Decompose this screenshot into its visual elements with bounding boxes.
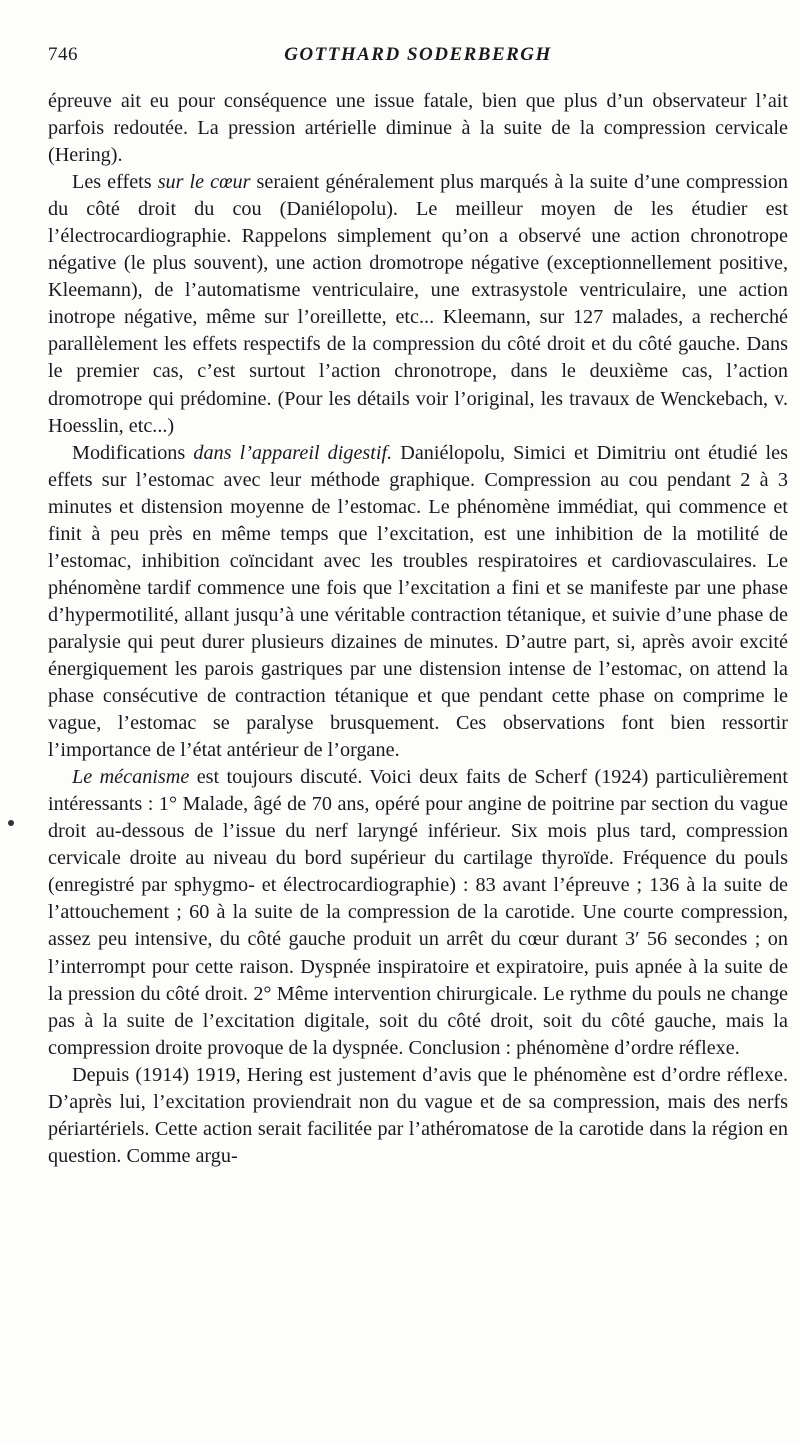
margin-mark (8, 820, 14, 826)
paragraph (48, 169, 788, 439)
text-run: Depuis (1914) 1919, Hering est justement d’avis que le phénomène est d’ordre réflexe. D’après lui, l’excitation proviendrait non du vague et de sa compression, mais des nerfs périartériels. Cette action serait facilitée par l’athéromatose de la carotide dans la région en question. Comme argu- (48, 1063, 788, 1167)
body-text (48, 88, 788, 1170)
page-number: 746 (48, 44, 78, 65)
running-head (48, 44, 788, 72)
paragraph (48, 764, 788, 1062)
paragraph (48, 1062, 788, 1170)
text-run: épreuve ait eu pour conséquence une issue fatale, bien que plus d’un observateur l’ait parfois redoutée. La pression artérielle diminue à la suite de la compression cervicale (Hering). (48, 90, 788, 167)
text-run: Daniélopolu, Simici et Dimitriu ont étudié les effets sur l’estomac avec leur méthode graphique. Compression au cou pendant 2 à 3 minutes et distension moyenne de l’estomac. Le phénomène immédiat, qui commence et finit à peu près en même temps que l’excitation, est une inhibition de la motilité de l’estomac, inhibition coïncidant avec les troubles respiratoires et cardiovasculaires. Le phénomène tardif commence une fois que l’excitation a fini et se manifeste par une phase d’hypermotilité, allant jusqu’à une véritable contraction tétanique, et suivie d’une phase de paralysie qui peut durer plusieurs dizaines de minutes. D’autre part, si, après avoir excité énergiquement les parois gastriques par une distension intense de l’estomac, on attend la phase consécutive de contraction tétanique et que pendant cette phase on comprime le vague, l’estomac se paralyse brusquement. Ces observations font bien ressortir l’importance de l’état antérieur de l’organe. (48, 441, 788, 762)
running-title: GOTTHARD SODERBERGH (284, 44, 552, 65)
paragraph (48, 88, 788, 169)
text-run: est toujours discuté. Voici deux faits de Scherf (1924) particulièrement intéressants : 1° Malade, âgé de 70 ans, opéré pour angine de poitrine par section du vague droit au-dessous de l’issue du nerf laryngé inférieur. Six mois plus tard, compression cervicale droite au niveau du bord supérieur du cartilage thyroïde. Fréquence du pouls (enregistré par sphygmo- et électrocardiographie) : 83 avant l’épreuve ; 136 à la suite de l’attouchement ; 60 à la suite de la compression de la carotide. Une courte compression, assez peu intensive, du côté gauche produit un arrêt du cœur durant 3′ 56 secondes ; on l’interrompt pour cette raison. Dyspnée inspiratoire et expiratoire, puis apnée à la suite de la pression du côté droit. 2° Même intervention chirurgicale. Le rythme du pouls ne change pas à la suite de l’excitation digitale, soit du côté droit, soit du côté gauche, mais la compression droite provoque de la dyspnée. Conclusion : phénomène d’ordre réflexe. (48, 766, 788, 1059)
italic-phrase: Le mécanisme (72, 766, 190, 789)
italic-phrase: dans l’appareil digestif. (193, 441, 393, 464)
paragraph (48, 440, 788, 765)
text-run: Modifications (72, 441, 194, 464)
text-run: seraient généralement plus marqués à la suite d’une compression du côté droit du cou (Daniélopolu). Le meilleur moyen de les étudier est l’électrocardiographie. Rappelons simplement qu’on a observé une action chronotrope négative (le plus souvent), une action dromotrope négative (exceptionnellement positive, Kleemann), de l’automatisme ventriculaire, une extrasystole ventriculaire, une action inotrope négative, même sur l’oreillette, etc... Kleemann, sur 127 malades, a recherché parallèlement les effets respectifs de la compression du côté droit et du côté gauche. Dans le premier cas, c’est surtout l’action chronotrope, dans le deuxième cas, l’action dromotrope qui prédomine. (Pour les détails voir l’original, les travaux de Wenckebach, v. Hoesslin, etc...) (48, 171, 789, 437)
italic-phrase: sur le cœur (157, 171, 251, 194)
text-run: Les effets (72, 171, 158, 194)
